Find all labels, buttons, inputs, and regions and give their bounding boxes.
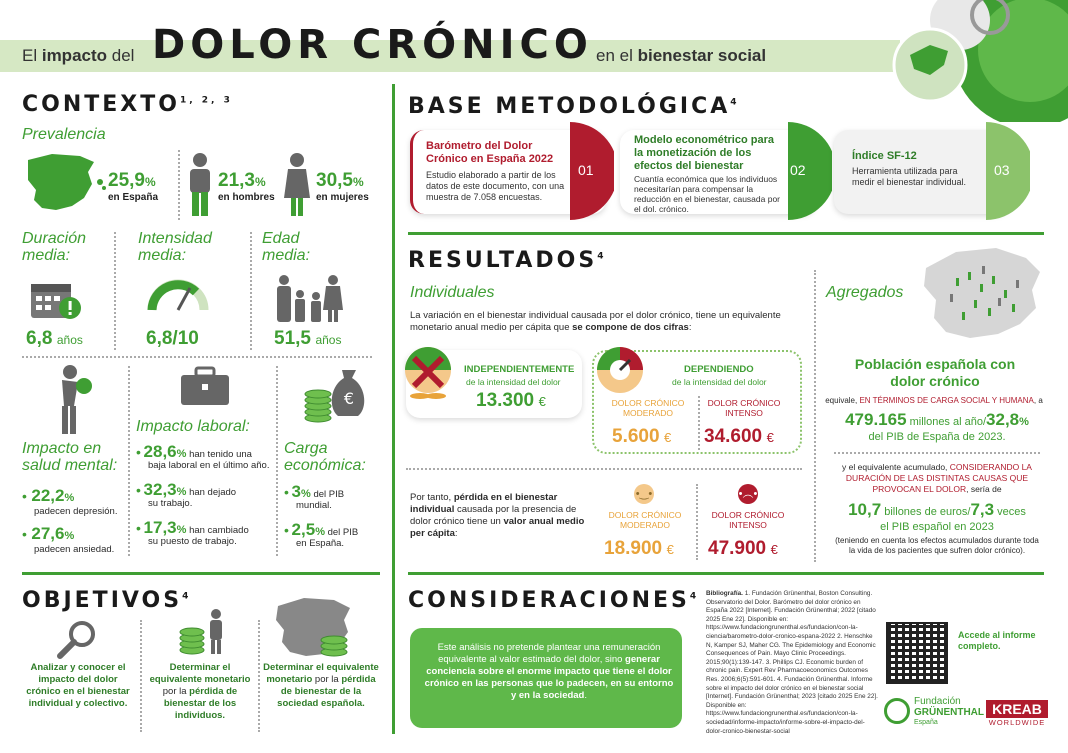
row3-divider-top: [22, 356, 372, 358]
carga-label: Carga económica:: [284, 440, 366, 474]
duracion-label: Duración media:: [22, 230, 87, 264]
method-card-1-text: Estudio elaborado a partir de los datos de este documento, con una muestra de 7.058 encuestas.: [426, 170, 565, 202]
row2-divider-2: [250, 232, 252, 350]
magnifier-icon: [56, 620, 98, 660]
prev-men: 21,3% en hombres: [218, 170, 275, 203]
equiv-text: equivale, EN TÉRMINOS DE CARGA SOCIAL Y HUMANA, a: [825, 396, 1043, 405]
objetivos-title: OBJETIVOS$^4$: [22, 588, 192, 613]
indep-gauge-icon: [402, 346, 454, 402]
objetivos-rule: [22, 572, 380, 575]
obj-divider-2: [258, 620, 260, 732]
woman-icon: [282, 152, 312, 218]
mental-stat-2: • 27,6% padecen ansiedad.: [22, 524, 115, 555]
prevalencia-label: Prevalencia: [22, 126, 106, 143]
qr-code[interactable]: [886, 622, 948, 684]
dep-mod-label: DOLOR CRÓNICO MODERADO: [611, 398, 685, 418]
method-card-2-text: Cuantía económica que los individuos necesitarían para compensar la reducción en el bienestar, causada por el dol. crónico.: [634, 174, 781, 214]
method-card-3-title: Índice SF-12: [852, 150, 917, 162]
method-card-3-text: Herramienta utilizada para medir el bienestar individual.: [852, 166, 967, 187]
laboral-label: Impacto laboral:: [136, 418, 250, 435]
briefcase-icon: [180, 366, 230, 406]
bibliografia: Bibliografía. 1. Fundación Grünenthal, Boston Consulting. Observatorio del Dolor. Barómetro del dolor crónico en España 2022 [Internet]. Fundación Grünenthal; 2022 [citado 2025 Ene 22]. Disponible en: https://www.fundaciongrunenthal.es/fundacion/con-la-ciencia/barometro-dolor-cronico-espana-2022 2. Henschke N, Kamper SJ, Maher CG. The Epidemiology and Economic Consequences of Pain. Mayo Clinic Proceedings. 2015;90(1):139-147. 3. Phillips CJ. Economic burden of chronic pain. Expert Rev Pharmacoeconomics Outcomes Res. 2006;6(5):591-601. 4. Fundación Grünenthal. Informe sobre el impacto del dolor crónico en el bienestar social [Internet]. Fundación Grünenthal; 2023 [citado 2025 Ene 22]. Disponible en: https://www.fundaciongrunenthal.es/fundacion/con-la-sociedad/informe-impacto/informe-sobre-el-impacto-del-dolor-cronico-bienestar-social: [706, 590, 878, 735]
svg-text:€: €: [343, 389, 355, 408]
lab-stat-1: • 28,6% han tenido una baja laboral en el último año.: [136, 442, 270, 471]
perdida-text: Por tanto, pérdida en el bienestar individual causada por la presencia de dolor crónico tiene un valor anual medio per cápita:: [410, 492, 585, 539]
resultados-title: RESULTADOS$^4$: [408, 248, 607, 273]
ag-value-1: 479.165 millones al año/32,8%: [845, 410, 1029, 429]
neutral-face-icon: •‿•: [634, 484, 654, 504]
ag-pib: del PIB de España de 2023.: [868, 431, 1006, 443]
back-pain-icon: [40, 364, 92, 436]
spain-coins-icon: [274, 596, 364, 660]
header-title-post: en el bienestar social: [596, 46, 767, 65]
consideraciones-rule: [408, 572, 1044, 575]
row3-divider-1: [128, 366, 130, 556]
duracion-value: 6,8 años: [26, 328, 83, 349]
consideraciones-title: CONSIDERACIONES$^4$: [408, 588, 700, 613]
prev-women: 30,5% en mujeres: [316, 170, 369, 203]
contexto-title: CONTEXTO$^{1, 2, 3}$: [22, 92, 233, 117]
ag-value-2: 10,7 billones de euros/7,3 veces: [848, 500, 1026, 519]
method-num-3: 03: [994, 162, 1010, 178]
method-card-2-title: Modelo econométrico para la monetización de los efectos del bienestar: [634, 134, 774, 172]
coins-person-icon: [178, 604, 226, 656]
method-num-1: 01: [578, 162, 594, 178]
divider-vertical: [392, 84, 395, 734]
prev-spain: 25,9% en España: [108, 170, 159, 203]
objetivo-2: Determinar el equivalente monetario por la pérdida de bienestar de los individuos.: [149, 662, 251, 721]
calendar-icon: [30, 280, 82, 322]
carga-stat-2: • 2,5% del PIB en España.: [284, 520, 359, 549]
consideraciones-text: Este análisis no pretende plantear una remuneración equivalente al valor estimado del dolor, sino generar conciencia sobre el enorme impacto que tiene el dolor crónico en las personas que lo padecen, en su entorno y en la sociedad.: [424, 642, 674, 701]
resultados-rule: [408, 232, 1044, 235]
logo-fundacion-mark: [884, 698, 910, 724]
header-decoration: [880, 0, 1068, 122]
tot-mod-value: 18.900 €: [604, 538, 674, 559]
edad-value: 51,5 años: [274, 328, 342, 349]
gauge-icon: [146, 276, 210, 316]
tot-mod-label: DOLOR CRÓNICO MODERADO: [608, 510, 682, 530]
spain-map-icon: [22, 150, 108, 218]
dep-sub: de la intensidad del dolor: [672, 377, 767, 387]
prev-divider-1: [178, 150, 180, 220]
row3-divider-2: [276, 366, 278, 556]
agregados-label: Agregados: [826, 284, 904, 301]
agregados-divider: [814, 270, 816, 562]
tot-int-label: DOLOR CRÓNICO INTENSO: [711, 510, 785, 530]
spain-people-map-icon: [916, 238, 1050, 342]
metodologia-title: BASE METODOLÓGICA$^4$: [408, 94, 740, 119]
qr-caption: Accede al informe completo.: [958, 630, 1036, 651]
ag-divider: [834, 452, 1040, 454]
dep-gauge-icon: [594, 346, 646, 396]
salud-mental-label: Impacto en salud mental:: [22, 440, 118, 474]
family-icon: [272, 274, 346, 324]
ag-note: (teniendo en cuenta los efectos acumulados durante toda la vida de los pacientes que sufren dolor crónico).: [835, 536, 1039, 555]
mental-stat-1: • 22,2% padecen depresión.: [22, 486, 118, 517]
edad-label: Edad media:: [262, 230, 311, 264]
indep-value: 13.300 €: [476, 390, 546, 411]
header-title-pre: El impacto del: [22, 46, 135, 65]
tot-divider: [696, 484, 698, 560]
lab-stat-2: • 32,3% han dejado su trabajo.: [136, 480, 237, 509]
individuales-label: Individuales: [410, 284, 495, 301]
resultados-divider: [406, 468, 802, 470]
dep-int-label: DOLOR CRÓNICO INTENSO: [707, 398, 781, 418]
intensidad-label: Intensidad media:: [138, 230, 212, 264]
indep-title: INDEPENDIENTEMENTE: [464, 364, 575, 375]
dep-int-value: 34.600 €: [704, 426, 774, 447]
logo-fundacion: Fundación GRÜNENTHAL España: [884, 696, 980, 732]
resultados-intro: La variación en el bienestar individual causada por el dolor crónico, tiene un equivalente monetario anual medio per cápita que se compone de dos cifras:: [410, 310, 781, 333]
indep-sub: de la intensidad del dolor: [466, 377, 561, 387]
header-title-main: DOLOR CRÓNICO: [152, 22, 593, 68]
acum-text: y el equivalente acumulado, CONSIDERANDO LA DURACIÓN DE LAS DISTINTAS CAUSAS QUE PROVOCAN EL DOLOR, sería de: [842, 462, 1032, 494]
ag-pib-2: el PIB español en 2023: [880, 521, 994, 533]
method-num-2: 02: [790, 162, 806, 178]
lab-stat-3: • 17,3% han cambiado su puesto de trabajo.: [136, 518, 249, 547]
dep-mod-value: 5.600 €: [612, 426, 672, 447]
poblacion-title: Población española con dolor crónico: [854, 356, 1016, 389]
logo-kreab: KREAB WORLDWIDE: [986, 700, 1048, 732]
row2-divider-1: [114, 232, 116, 350]
objetivo-3: Determinar el equivalente monetario por la pérdida de bienestar de la sociedad española.: [263, 662, 379, 709]
objetivo-1: Analizar y conocer el impacto del dolor crónico en el bienestar individual y colectivo.: [26, 662, 130, 709]
obj-divider-1: [140, 620, 142, 732]
money-bag-icon: [302, 364, 368, 426]
intensidad-value: 6,8/10: [146, 328, 199, 349]
man-icon: [186, 152, 214, 218]
method-card-1-title: Barómetro del Dolor Crónico en España 2022: [426, 140, 554, 165]
sad-face-icon: •︵•: [738, 484, 758, 504]
dep-divider: [698, 396, 700, 450]
carga-stat-1: • 3% del PIB mundial.: [284, 482, 345, 511]
tot-int-value: 47.900 €: [708, 538, 778, 559]
dep-title: DEPENDIENDO: [684, 364, 754, 375]
